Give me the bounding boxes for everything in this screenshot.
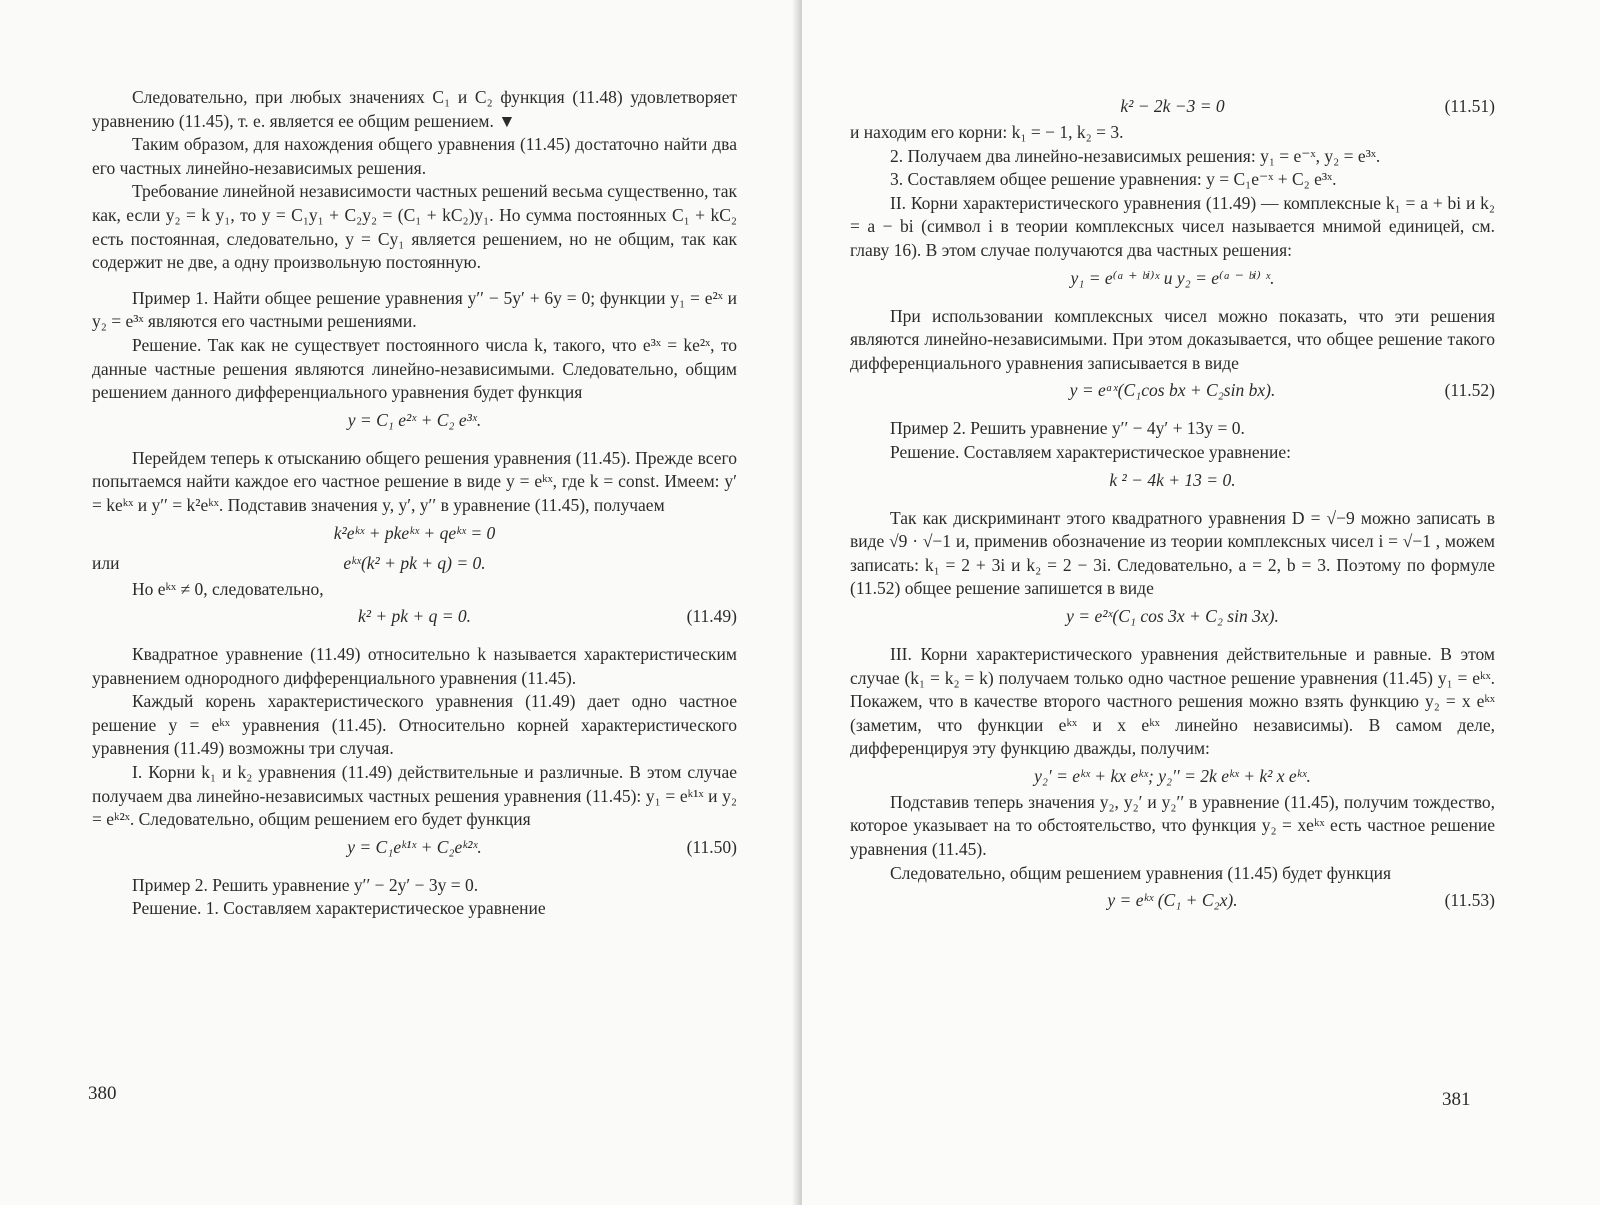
spacer (92, 435, 737, 447)
paragraph: III. Корни характеристического уравнения действительные и равные. В этом случае (k₁ = k₂ = k) получаем только одно частное решение уравнения (11.45) y₁ = eᵏˣ. Покажем, что в качестве второго частного решения можно взять функцию y₂ = x eᵏˣ (заметим, что функции eᵏˣ и x eᵏˣ линейно независимы). В самом деле, дифференцируя эту функцию дважды, получим: (850, 643, 1495, 759)
equation-number: (11.50) (686, 836, 737, 857)
equation-line (92, 518, 737, 548)
equation-line (92, 601, 737, 631)
equation-line (92, 832, 737, 862)
paragraph: Решение. 1. Составляем характеристическое уравнение (132, 898, 546, 919)
paragraph: Следовательно, при любых значениях C₁ и C₂ функция (11.48) удовлетворяет уравнению (11.45), т. е. является ее общим решением. ▼ (92, 87, 737, 131)
paragraph: II. Корни характеристического уравнения (11.49) — комплексные k₁ = a + bi и k₂ = a − bi (символ i в теории комплексных чисел называется мнимой единицей, см. главу 16). В этом случае получаются два частных решения: (850, 192, 1495, 260)
paragraph: При использовании комплексных чисел можно показать, что эти решения являются линейно-независимыми. При этом доказывается, что общее решение такого дифференциального уравнения записывается в виде (850, 305, 1495, 373)
paragraph: Решение. Составляем характеристическое уравнение: (890, 441, 1291, 462)
left-page (0, 0, 798, 1205)
paragraph: Но eᵏˣ ≠ 0, следовательно, (132, 578, 324, 599)
equation-formula: y₁ = e⁽ᵃ ⁺ ᵇⁱ⁾ˣ и y₂ = e⁽ᵃ ⁻ ᵇⁱ⁾ ˣ. (1070, 267, 1275, 288)
paragraph: Пример 2. Решить уравнение y′′ − 4y′ + 13y = 0. (890, 418, 1245, 439)
paragraph: 3. Составляем общее решение уравнения: y = C₁e⁻ˣ + C₂ e³ˣ. (890, 169, 1337, 190)
equation-line (850, 465, 1495, 495)
spacer (850, 293, 1495, 305)
equation-number: (11.53) (1444, 890, 1495, 911)
equation-line (850, 263, 1495, 293)
spacer (850, 495, 1495, 507)
page-number-left: 380 (88, 1083, 117, 1104)
equation-line (850, 885, 1495, 915)
equation-formula: y = C₁eᵏ¹ˣ + C₂eᵏ²ˣ. (347, 836, 482, 857)
equation-number: (11.52) (1444, 380, 1495, 401)
spacer (850, 631, 1495, 643)
paragraph: Каждый корень характеристического уравнения (11.49) дает одно частное решение y = eᵏˣ уравнения (11.45). Относительно корней характеристического уравнения (11.49) возможны три случая. (92, 691, 737, 759)
equation-formula: k ² − 4k + 13 = 0. (1109, 469, 1236, 490)
paragraph: Следовательно, общим решением уравнения (11.45) будет функция (890, 862, 1392, 883)
equation-connector: или (92, 552, 120, 573)
equation-line (850, 375, 1495, 405)
equation-formula: y = C₁ e²ˣ + C₂ e³ˣ. (347, 409, 482, 430)
equation-line (92, 548, 737, 578)
equation-formula: k² − 2k −3 = 0 (1120, 96, 1225, 116)
equation-line (850, 601, 1495, 631)
equation-line (850, 91, 1495, 121)
paragraph: Квадратное уравнение (11.49) относительно k называется характеристическим уравнением однородного дифференциального уравнения (11.45). (92, 644, 737, 688)
equation-number: (11.49) (686, 606, 737, 627)
paragraph: Пример 1. Найти общее решение уравнения y′′ − 5y′ + 6y = 0; функции y₁ = e²ˣ и y₂ = e³ˣ являются его частными решениями. (92, 287, 737, 332)
spacer (850, 405, 1495, 417)
paragraph: и находим его корни: k₁ = − 1, k₂ = 3. (850, 122, 1124, 142)
equation-formula: k² + pk + q = 0. (357, 606, 472, 627)
spacer (92, 862, 737, 874)
equation-number: (11.51) (1444, 96, 1495, 116)
equation-formula: y = eᵃˣ(C₁cos bx + C₂sin bx). (1069, 380, 1276, 401)
equation-formula: k²eᵏˣ + pkeᵏˣ + qeᵏˣ = 0 (333, 522, 496, 543)
paragraph: Подставив теперь значения y₂, y₂′ и y₂′′ в уравнение (11.45), получим тождество, которое указывает на то обстоятельство, что функция y₂ = xeᵏˣ есть частное решение уравнения (11.45). (850, 791, 1495, 860)
equation-formula: eᵏˣ(k² + pk + q) = 0. (343, 552, 486, 573)
paragraph: Решение. Так как не существует постоянного числа k, такого, что e³ˣ = ke²ˣ, то данные частные решения являются линейно-независимыми. Следовательно, общим решением данного дифференциального уравнения будет функция (92, 334, 737, 403)
spacer (92, 275, 737, 287)
left-page-text (92, 86, 737, 921)
equation-line (92, 405, 737, 435)
paragraph: Пример 2. Решить уравнение y′′ − 2y′ − 3y = 0. (132, 874, 479, 895)
right-page (802, 0, 1600, 1205)
paragraph: I. Корни k₁ и k₂ уравнения (11.49) действительные и различные. В этом случае получаем два линейно-независимых частных решения уравнения (11.45): y₁ = eᵏ¹ˣ и y₂ = eᵏ²ˣ. Следовательно, общим решением его будет функция (92, 762, 737, 830)
equation-line (850, 761, 1495, 791)
equation-formula: y = eᵏˣ (C₁ + C₂x). (1107, 890, 1238, 911)
paragraph: Перейдем теперь к отысканию общего решения уравнения (11.45). Прежде всего попытаемся найти каждое его частное решение в виде y = eᵏˣ, где k = const. Имеем: y′ = keᵏˣ и y′′ = k²eᵏˣ. Подставив значения y, y′, y′′ в уравнение (11.45), получаем (92, 447, 737, 515)
paragraph: Таким образом, для нахождения общего уравнения (11.45) достаточно найти два его частных линейно-независимых решения. (92, 134, 737, 178)
spacer (92, 631, 737, 643)
paragraph: Так как дискриминант этого квадратного уравнения D = √−9 можно записать в виде √9 · √−1 и, применив обозначение из теории комплексных чисел i = √−1 , можем записать: k₁ = 2 + 3i и k₂ = 2 − 3i. Следовательно, a = 2, b = 3. Поэтому по формуле (11.52) общее решение запишется в виде (850, 507, 1495, 599)
paragraph: Требование линейной независимости частных решений весьма существенно, так как, если y₂ = k y₁, то y = C₁y₁ + C₂y₂ = (C₁ + kC₂)y₁. Но сумма постоянных C₁ + kC₂ есть постоянная, следовательно, y = Cy₁ является решением, но не общим, так как содержит не две, а одну произвольную постоянную. (92, 181, 737, 273)
equation-formula: y₂′ = eᵏˣ + kx eᵏˣ; y₂′′ = 2k eᵏˣ + k² x eᵏˣ. (1034, 765, 1311, 786)
paragraph: 2. Получаем два линейно-независимых решения: y₁ = e⁻ˣ, y₂ = e³ˣ. (890, 145, 1381, 166)
right-page-text (850, 91, 1495, 915)
page-number-right: 381 (1442, 1089, 1471, 1110)
equation-formula: y = e²ˣ(C₁ cos 3x + C₂ sin 3x). (1066, 605, 1279, 626)
